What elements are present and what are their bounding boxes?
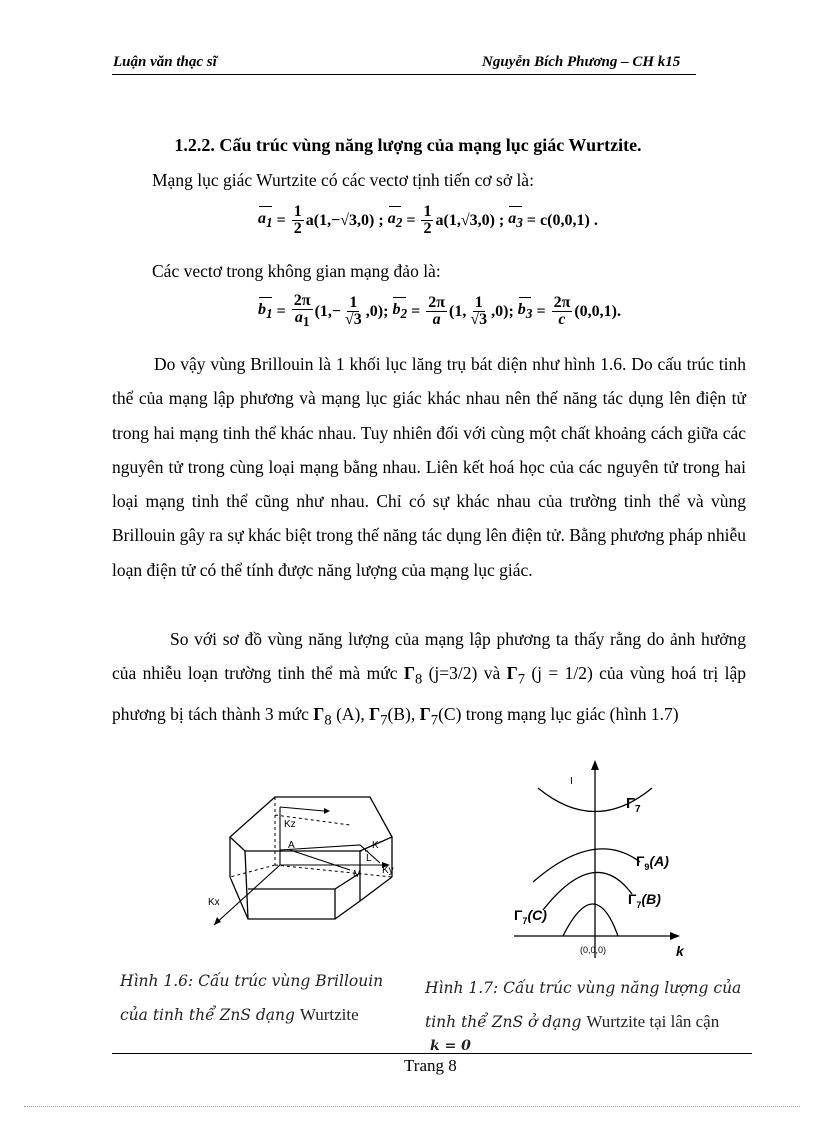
label-ky: Ky: [382, 865, 394, 876]
vector-a1: $a_1$: [258, 209, 273, 231]
page-number: Trang 8: [404, 1056, 457, 1075]
body-paragraph-2: So với sơ đồ vùng năng lượng của mạng lập phương ta thấy rằng do ảnh hưởng của nhiễu loạn trường tinh thể mà mức $\Gamma_8$ (j=3/2) và $\Gamma_7$ (j = 1/2) của vùng hoá trị lập phương bị tách thành 3 mức $\Gamma_8$ (A), $\Gamma_7(B)$, $\Gamma_7(C)$ trong mạng lục giác (hình 1.7): [112, 629, 746, 729]
label-m: M: [353, 869, 362, 880]
vector-a3: $a_3$: [508, 209, 523, 231]
section-title: 1.2.2. Cấu trúc vùng năng lượng của mạng lục giác Wurtzite.: [174, 135, 642, 155]
vector-b2: $b_2$: [392, 301, 408, 322]
body-paragraph-1: Do vậy vùng Brillouin là 1 khối lục lăng trụ bát diện như hình 1.6. Do cấu trúc tinh thể của mạng lập phương và mạng lục giác khác nhau nên thế năng tác dụng lên điện tử trong hai mạng tinh thể khác nhau. Tuy nhiên đối với cùng một chất khoảng cách giữa các nguyên tử trong cùng loại mạng bằng nhau. Liên kết hoá học của các nguyên tử trong hai loại mạng tinh thể cũng như nhau. Chỉ có sự khác nhau của trường tinh thể và vùng Brillouin gây ra sự khác biệt trong thế năng tác dụng lên điện tử. Bằng phương pháp nhiễu loạn điện tử có thể tính được năng lượng của mạng lục giác.: [112, 354, 746, 580]
fraction-2pi-a1: $\frac{2\pi}{a_1}$: [293, 292, 311, 330]
figure-energy-bands: [508, 760, 688, 960]
fraction-2pi-c: $\frac{2\pi}{c}$: [553, 294, 571, 329]
fraction-2pi-a: $\frac{2\pi}{a}$: [428, 294, 446, 329]
label-kz: Kz: [284, 819, 296, 830]
caption-figure-1-7: Hình 1.7: Cấu trúc vùng năng lượng của tinh thể ZnS ở dạng Wurtzite tại lân cận: [425, 979, 742, 1031]
label-kx: Kx: [208, 897, 220, 908]
label-gamma9-a: $\Gamma_9(A)$: [636, 853, 669, 872]
intro-line: Mạng lục giác Wurtzite có các vectơ tịnh tiến cơ sở là:: [152, 170, 534, 190]
label-gamma7-b: $\Gamma_7(B)$: [628, 891, 661, 910]
label-energy-axis: I: [570, 776, 573, 787]
vector-a2: $a_2$: [387, 209, 403, 231]
label-gamma7-c: $\Gamma_7(C)$: [514, 907, 547, 926]
fraction-1-sqrt3: $\frac{1}{√3}$: [470, 294, 488, 329]
caption-figure-1-7-tail: k = 0: [430, 1038, 471, 1054]
header-rule: [112, 74, 696, 75]
header-left: Luận văn thạc sĩ: [113, 54, 217, 70]
vector-b1: $b_1$: [258, 301, 273, 322]
page-bottom-border: [24, 1106, 800, 1107]
formula-reciprocal-vectors: $b_1$ = $\frac{2\pi}{a_1}$ (1,− $\frac{1}{√3}$ ,0); $b_2$ = $\frac{2\pi}{a}$ (1, $\frac{1}{√3}$ ,0); $b_3$ = $\frac{2\pi}{c}$ (0,0,1).: [258, 292, 621, 330]
figure-brillouin-zone: [200, 785, 410, 945]
fraction-half: $\frac{1}{2}$: [423, 203, 432, 237]
fraction-half: $\frac{1}{2}$: [293, 203, 302, 237]
label-origin: (0,0,0): [580, 945, 607, 955]
label-k: K: [372, 840, 379, 851]
label-gamma7-conduction: $\Gamma_7$: [626, 795, 641, 815]
reciprocal-line: Các vectơ trong không gian mạng đảo là:: [152, 261, 441, 281]
label-a: A: [288, 840, 295, 851]
caption-figure-1-6: Hình 1.6: Cấu trúc vùng Brillouin của tinh thể ZnS dạng Wurtzite: [120, 972, 384, 1024]
label-k-axis: k: [676, 943, 684, 959]
fraction-1-sqrt3: $\frac{1}{√3}$: [345, 294, 362, 329]
label-l: L: [366, 853, 372, 864]
footer-rule: [112, 1053, 752, 1054]
header-right: Nguyễn Bích Phương – CH k15: [482, 54, 681, 70]
vector-b3: $b_3$: [517, 301, 533, 322]
formula-direct-vectors: $a_1$ = $\frac{1}{2}$ a(1,−√3,0) ; $a_2$ = $\frac{1}{2}$ a(1,√3,0) ; $a_3$ = c(0,0,1) .: [258, 203, 598, 237]
